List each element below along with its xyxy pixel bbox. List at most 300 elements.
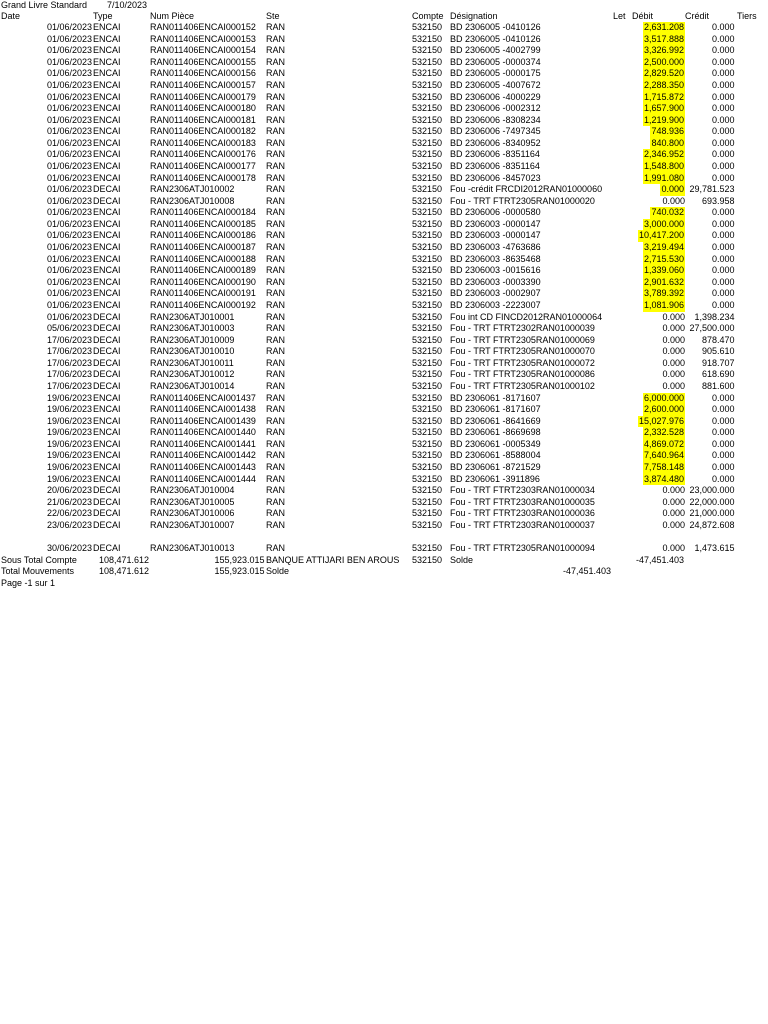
cell-date: 01/06/2023 — [46, 253, 92, 264]
cell-credit: 0.000 — [711, 161, 735, 172]
cell-compte: 532150 — [412, 172, 443, 183]
cell-type: ENCAI — [93, 392, 121, 403]
total-mouvements-row — [0, 566, 768, 578]
cell-designation: BD 2306006 -8351164 — [450, 149, 540, 160]
cell-credit: 918.707 — [701, 357, 735, 368]
cell-date: 01/06/2023 — [46, 33, 92, 44]
cell-ste: RAN — [266, 496, 286, 507]
cell-ste: RAN — [266, 114, 286, 125]
cell-compte: 532150 — [412, 149, 443, 160]
ledger-row — [0, 543, 768, 555]
cell-type: ENCAI — [93, 242, 121, 253]
cell-compte: 532150 — [412, 496, 443, 507]
cell-debit — [610, 92, 685, 104]
cell-compte: 532150 — [412, 311, 443, 322]
cell-num-piece: RAN2306ATJ010002 — [150, 184, 235, 195]
cell-designation: BD 2306005 -0410126 — [450, 22, 541, 33]
cell-ste: RAN — [266, 137, 286, 148]
ledger-row — [0, 103, 768, 115]
cell-credit: 881.600 — [701, 381, 735, 391]
cell-num-piece: RAN011406ENCAI001443 — [150, 462, 256, 473]
ledger-row — [0, 207, 768, 219]
cell-num-piece: RAN011406ENCAI000186 — [150, 230, 256, 241]
cell-credit: 618.690 — [701, 369, 735, 380]
cell-type: DECAI — [93, 334, 121, 345]
debit-highlight: 7,640.964 — [643, 450, 684, 461]
cell-designation: BD 2306006 -4000229 — [450, 91, 541, 102]
cell-num-piece: RAN2306ATJ010013 — [150, 543, 235, 554]
cell-designation: Fou - TRT FTRT2305RAN01000020 — [450, 195, 595, 206]
ledger-row — [0, 184, 768, 196]
debit-highlight: 1,339.060 — [643, 265, 684, 276]
cell-compte: 532150 — [412, 508, 443, 519]
cell-credit: 0.000 — [711, 91, 735, 102]
cell-credit: 0.000 — [711, 450, 735, 461]
cell-debit — [610, 207, 685, 219]
cell-ste: RAN — [266, 79, 286, 90]
sous-total-debit: 108,471.612 — [98, 554, 149, 565]
cell-compte: 532150 — [412, 392, 443, 403]
cell-designation: Fou - TRT FTRT2305RAN01000072 — [450, 357, 595, 368]
cell-type: DECAI — [93, 357, 121, 368]
cell-date: 01/06/2023 — [46, 207, 92, 218]
ledger-row — [0, 462, 768, 474]
cell-date — [0, 532, 92, 544]
cell-type: ENCAI — [93, 473, 121, 484]
cell-credit: 0.000 — [711, 137, 735, 148]
cell-credit: 0.000 — [711, 126, 735, 137]
ledger-row — [0, 439, 768, 451]
cell-credit: 0.000 — [711, 149, 735, 160]
cell-compte: 532150 — [412, 346, 443, 357]
cell-ste: RAN — [266, 369, 286, 380]
cell-designation: BD 2306005 -4007672 — [450, 79, 541, 90]
cell-date: 17/06/2023 — [46, 346, 92, 357]
cell-debit — [610, 80, 685, 92]
cell-credit: 24,872.608 — [689, 519, 735, 530]
cell-credit: 878.470 — [701, 334, 735, 345]
cell-designation: BD 2306061 -8721529 — [450, 462, 541, 473]
cell-credit: 22,000.000 — [689, 496, 735, 507]
cell-designation: BD 2306006 -8351164 — [450, 161, 540, 172]
cell-debit — [610, 22, 685, 34]
cell-date: 17/06/2023 — [46, 334, 92, 345]
cell-debit: 0.000 — [662, 334, 685, 345]
cell-date: 17/06/2023 — [46, 381, 92, 391]
cell-debit — [610, 393, 685, 405]
debit-highlight: 1,548.800 — [643, 161, 684, 172]
cell-date: 01/06/2023 — [46, 91, 92, 102]
debit-highlight: 3,789.392 — [643, 288, 684, 299]
cell-date: 19/06/2023 — [46, 462, 92, 473]
ledger-row — [0, 196, 768, 208]
cell-designation: BD 2306006 -8308234 — [450, 114, 541, 125]
cell-date: 01/06/2023 — [46, 56, 92, 67]
cell-compte: 532150 — [412, 334, 443, 345]
cell-date: 20/06/2023 — [46, 485, 92, 496]
cell-date: 01/06/2023 — [46, 149, 92, 160]
cell-compte: 532150 — [412, 22, 443, 33]
ledger-row — [0, 450, 768, 462]
cell-num-piece: RAN011406ENCAI000182 — [150, 126, 256, 137]
cell-designation: BD 2306006 -0002312 — [450, 103, 541, 114]
cell-debit — [610, 34, 685, 46]
cell-num-piece: RAN2306ATJ010011 — [150, 357, 234, 368]
cell-compte: 532150 — [412, 253, 443, 264]
column-header-compte: Compte — [412, 10, 444, 21]
cell-compte: 532150 — [412, 195, 443, 206]
cell-compte: 532150 — [412, 369, 443, 380]
ledger-row — [0, 230, 768, 242]
cell-type: DECAI — [93, 508, 121, 519]
total-mouvements-credit: 155,923.015 — [214, 566, 265, 577]
cell-designation: BD 2306006 -8340952 — [450, 137, 541, 148]
ledger-row — [0, 68, 768, 80]
debit-highlight: 2,346.952 — [643, 149, 684, 160]
column-header-date: Date — [1, 10, 21, 21]
cell-credit: 0.000 — [711, 230, 735, 241]
cell-ste: RAN — [266, 346, 286, 357]
cell-num-piece: RAN011406ENCAI001438 — [150, 404, 256, 415]
cell-type: DECAI — [93, 346, 121, 357]
cell-designation: BD 2306006 -0000580 — [450, 207, 541, 218]
cell-debit — [610, 288, 685, 300]
debit-highlight: 3,874.480 — [643, 473, 684, 484]
cell-date: 01/06/2023 — [46, 68, 92, 79]
cell-designation: Fou - TRT FTRT2303RAN01000034 — [450, 485, 595, 496]
cell-designation: BD 2306003 -0015616 — [450, 265, 541, 276]
cell-debit — [610, 57, 685, 69]
debit-highlight: 2,829.520 — [643, 68, 684, 79]
cell-credit: 0.000 — [711, 79, 735, 90]
cell-type: DECAI — [93, 485, 121, 496]
cell-debit — [610, 173, 685, 185]
cell-compte: 532150 — [412, 184, 443, 195]
cell-compte: 532150 — [412, 323, 443, 334]
cell-debit — [610, 462, 685, 474]
debit-highlight: 2,715.530 — [643, 253, 684, 264]
cell-credit: 0.000 — [711, 218, 735, 229]
cell-debit: 0.000 — [662, 508, 685, 519]
cell-date: 05/06/2023 — [46, 323, 92, 334]
ledger-row — [0, 381, 768, 393]
cell-debit — [610, 439, 685, 451]
cell-type: ENCAI — [93, 265, 121, 276]
cell-compte: 532150 — [412, 415, 443, 426]
cell-compte: 532150 — [412, 103, 443, 114]
cell-ste: RAN — [266, 172, 286, 183]
cell-debit — [610, 242, 685, 254]
cell-num-piece: RAN011406ENCAI000157 — [150, 79, 256, 90]
cell-designation: Fou - TRT FTRT2303RAN01000036 — [450, 508, 595, 519]
cell-ste: RAN — [266, 288, 286, 299]
cell-credit: 0.000 — [711, 103, 735, 114]
cell-ste: RAN — [266, 126, 286, 137]
report-date: 7/10/2023 — [107, 0, 148, 10]
cell-designation: BD 2306061 -3911896 — [450, 473, 540, 484]
cell-compte: 532150 — [412, 543, 443, 554]
cell-ste: RAN — [266, 184, 286, 195]
cell-ste: RAN — [266, 543, 286, 554]
cell-num-piece: RAN011406ENCAI000153 — [150, 33, 256, 44]
cell-debit: 0.000 — [662, 381, 685, 391]
total-mouvements-solde-label: Solde — [266, 566, 290, 577]
debit-highlight: 1,657.900 — [643, 103, 684, 114]
cell-num-piece: RAN2306ATJ010012 — [150, 369, 235, 380]
page-footer-row — [0, 578, 768, 590]
cell-credit: 0.000 — [711, 415, 735, 426]
debit-highlight: 2,288.350 — [643, 79, 684, 90]
debit-highlight: 840.800 — [651, 137, 684, 148]
cell-credit: 0.000 — [711, 462, 735, 473]
cell-date: 01/06/2023 — [46, 299, 92, 310]
cell-compte: 532150 — [412, 218, 443, 229]
cell-debit — [610, 277, 685, 289]
total-mouvements-solde: -47,451.403 — [562, 566, 611, 577]
cell-date: 01/06/2023 — [46, 79, 92, 90]
cell-designation: Fou -crédit FRCDI2012RAN01000060 — [450, 184, 603, 195]
page-number: Page -1 sur 1 — [1, 577, 56, 588]
cell-credit: 29,781.523 — [689, 184, 735, 195]
cell-type: ENCAI — [93, 462, 121, 473]
cell-compte: 532150 — [412, 45, 443, 56]
cell-credit: 1,473.615 — [694, 543, 735, 554]
cell-num-piece: RAN2306ATJ010005 — [150, 496, 235, 507]
cell-date: 01/06/2023 — [46, 311, 92, 322]
cell-designation: Fou - TRT FTRT2305RAN01000070 — [450, 346, 595, 357]
cell-type: DECAI — [93, 323, 121, 334]
cell-type: ENCAI — [93, 172, 121, 183]
cell-designation: BD 2306003 -0000147 — [450, 230, 541, 241]
cell-compte: 532150 — [412, 33, 443, 44]
cell-type: DECAI — [93, 311, 121, 322]
cell-ste: RAN — [266, 438, 286, 449]
cell-debit: 0.000 — [662, 543, 685, 554]
cell-debit — [610, 161, 685, 173]
cell-debit: 0.000 — [662, 519, 685, 530]
cell-debit — [610, 404, 685, 416]
cell-ste: RAN — [266, 508, 286, 519]
cell-num-piece: RAN011406ENCAI000178 — [150, 172, 256, 183]
cell-debit — [610, 115, 685, 127]
cell-designation: BD 2306061 -8669698 — [450, 427, 541, 438]
cell-designation: BD 2306006 -8457023 — [450, 172, 541, 183]
cell-credit — [686, 532, 735, 544]
cell-type: DECAI — [93, 369, 121, 380]
cell-credit: 0.000 — [711, 404, 735, 415]
cell-designation: Fou int CD FINCD2012RAN01000064 — [450, 311, 603, 322]
cell-type: DECAI — [93, 195, 121, 206]
cell-date: 01/06/2023 — [46, 276, 92, 287]
debit-highlight: 3,326.992 — [643, 45, 684, 56]
cell-type: ENCAI — [93, 56, 121, 67]
cell-num-piece: RAN011406ENCAI000187 — [150, 242, 256, 253]
cell-date: 19/06/2023 — [46, 450, 92, 461]
ledger-row — [0, 358, 768, 370]
cell-date: 19/06/2023 — [46, 438, 92, 449]
cell-type: DECAI — [93, 184, 121, 195]
cell-ste: RAN — [266, 56, 286, 67]
cell-debit — [610, 68, 685, 80]
cell-type: ENCAI — [93, 22, 121, 33]
ledger-rows — [0, 22, 768, 555]
cell-ste: RAN — [266, 253, 286, 264]
cell-debit: 0.000 — [662, 311, 685, 322]
cell-credit: 0.000 — [711, 172, 735, 183]
cell-ste: RAN — [266, 161, 286, 172]
cell-num-piece: RAN011406ENCAI000188 — [150, 253, 256, 264]
debit-highlight: 1,081.906 — [643, 299, 684, 310]
cell-debit — [610, 184, 685, 196]
cell-date: 01/06/2023 — [46, 195, 92, 206]
cell-designation: BD 2306005 -0410126 — [450, 33, 541, 44]
cell-debit — [610, 45, 685, 57]
cell-compte: 532150 — [412, 230, 443, 241]
column-header-designation: Désignation — [450, 10, 498, 21]
cell-compte: 532150 — [412, 207, 443, 218]
cell-type: ENCAI — [93, 68, 121, 79]
cell-num-piece: RAN011406ENCAI001442 — [150, 450, 256, 461]
cell-compte: 532150 — [412, 276, 443, 287]
cell-date: 01/06/2023 — [46, 103, 92, 114]
cell-date: 23/06/2023 — [46, 519, 92, 530]
ledger-row — [0, 45, 768, 57]
cell-credit: 0.000 — [711, 299, 735, 310]
debit-highlight: 4,869.072 — [643, 438, 684, 449]
cell-num-piece: RAN011406ENCAI000185 — [150, 218, 256, 229]
ledger-row — [0, 22, 768, 34]
cell-type: DECAI — [93, 496, 121, 507]
cell-designation: BD 2306003 -2223007 — [450, 299, 541, 310]
cell-credit: 0.000 — [711, 265, 735, 276]
cell-type: DECAI — [93, 543, 121, 554]
cell-credit: 0.000 — [711, 56, 735, 67]
cell-credit: 0.000 — [711, 392, 735, 403]
cell-compte: 532150 — [412, 288, 443, 299]
cell-debit — [610, 532, 685, 544]
cell-num-piece: RAN2306ATJ010004 — [150, 485, 235, 496]
cell-num-piece: RAN2306ATJ010014 — [150, 381, 235, 391]
cell-designation: Fou - TRT FTRT2305RAN01000069 — [450, 334, 595, 345]
debit-highlight: 10,417.200 — [638, 230, 684, 241]
cell-date: 21/06/2023 — [46, 496, 92, 507]
cell-credit: 0.000 — [711, 68, 735, 79]
total-mouvements-debit: 108,471.612 — [98, 566, 149, 577]
cell-designation: BD 2306005 -4002799 — [450, 45, 541, 56]
cell-date: 22/06/2023 — [46, 508, 92, 519]
cell-debit — [610, 427, 685, 439]
cell-designation: Fou - TRT FTRT2305RAN01000086 — [450, 369, 595, 380]
ledger-row — [0, 508, 768, 520]
cell-num-piece: RAN011406ENCAI001439 — [150, 415, 256, 426]
debit-highlight: 7,758.148 — [643, 462, 684, 473]
cell-type: ENCAI — [93, 79, 121, 90]
cell-credit: 23,000.000 — [689, 485, 735, 496]
cell-compte: 532150 — [412, 299, 443, 310]
cell-ste: RAN — [266, 299, 286, 310]
cell-designation: BD 2306003 -0003390 — [450, 276, 541, 287]
cell-compte: 532150 — [412, 114, 443, 125]
cell-num-piece: RAN011406ENCAI000190 — [150, 276, 256, 287]
cell-ste: RAN — [266, 519, 286, 530]
cell-type: ENCAI — [93, 299, 121, 310]
cell-date: 01/06/2023 — [46, 137, 92, 148]
ledger-row — [0, 474, 768, 486]
ledger-row — [0, 404, 768, 416]
cell-date: 01/06/2023 — [46, 184, 92, 195]
cell-ste: RAN — [266, 450, 286, 461]
cell-num-piece: RAN011406ENCAI000192 — [150, 299, 256, 310]
cell-compte: 532150 — [412, 427, 443, 438]
debit-highlight: 15,027.976 — [638, 415, 684, 426]
sous-total-row — [0, 555, 768, 567]
cell-date: 01/06/2023 — [46, 161, 92, 172]
cell-type: ENCAI — [93, 276, 121, 287]
cell-type: ENCAI — [93, 45, 121, 56]
ledger-row — [0, 34, 768, 46]
cell-compte: 532150 — [412, 462, 443, 473]
cell-credit: 0.000 — [711, 207, 735, 218]
cell-num-piece: RAN011406ENCAI001437 — [150, 392, 256, 403]
cell-num-piece: RAN011406ENCAI000154 — [150, 45, 256, 56]
ledger-row — [0, 138, 768, 150]
cell-debit — [610, 265, 685, 277]
cell-ste: RAN — [266, 357, 286, 368]
cell-ste: RAN — [266, 68, 286, 79]
column-header-credit: Crédit — [685, 10, 710, 21]
cell-compte: 532150 — [412, 438, 443, 449]
cell-compte: 532150 — [412, 161, 443, 172]
account-name: BANQUE ATTIJARI BEN AROUS — [266, 554, 400, 565]
ledger-row — [0, 427, 768, 439]
cell-type: ENCAI — [93, 230, 121, 241]
ledger-row — [0, 57, 768, 69]
debit-highlight: 2,631.208 — [643, 22, 684, 33]
cell-debit: 0.000 — [662, 369, 685, 380]
cell-designation: Fou - TRT FTRT2303RAN01000037 — [450, 519, 595, 530]
cell-num-piece: RAN011406ENCAI000184 — [150, 207, 256, 218]
cell-credit: 693.958 — [701, 195, 735, 206]
ledger-row — [0, 288, 768, 300]
cell-type: ENCAI — [93, 103, 121, 114]
debit-highlight: 740.032 — [651, 207, 684, 218]
ledger-row — [0, 497, 768, 509]
cell-compte: 532150 — [412, 265, 443, 276]
sous-total-solde-label: Solde — [450, 554, 474, 565]
cell-date: 19/06/2023 — [46, 392, 92, 403]
ledger-row — [0, 323, 768, 335]
cell-num-piece: RAN2306ATJ010001 — [150, 311, 235, 322]
ledger-row — [0, 277, 768, 289]
cell-type: ENCAI — [93, 253, 121, 264]
cell-type: ENCAI — [93, 404, 121, 415]
debit-highlight: 1,715.872 — [643, 91, 684, 102]
cell-designation: BD 2306006 -7497345 — [450, 126, 541, 137]
sous-total-compte: 532150 — [412, 554, 443, 565]
cell-num-piece: RAN011406ENCAI000155 — [150, 56, 256, 67]
cell-compte: 532150 — [412, 450, 443, 461]
cell-ste: RAN — [266, 334, 286, 345]
cell-type: ENCAI — [93, 438, 121, 449]
cell-num-piece: RAN2306ATJ010010 — [150, 346, 235, 357]
cell-debit — [610, 219, 685, 231]
column-header-row — [0, 11, 768, 23]
cell-num-piece: RAN011406ENCAI000177 — [150, 161, 256, 172]
cell-ste: RAN — [266, 91, 286, 102]
ledger-row — [0, 92, 768, 104]
cell-designation: Fou - TRT FTRT2302RAN01000039 — [450, 323, 595, 334]
ledger-row — [0, 485, 768, 497]
